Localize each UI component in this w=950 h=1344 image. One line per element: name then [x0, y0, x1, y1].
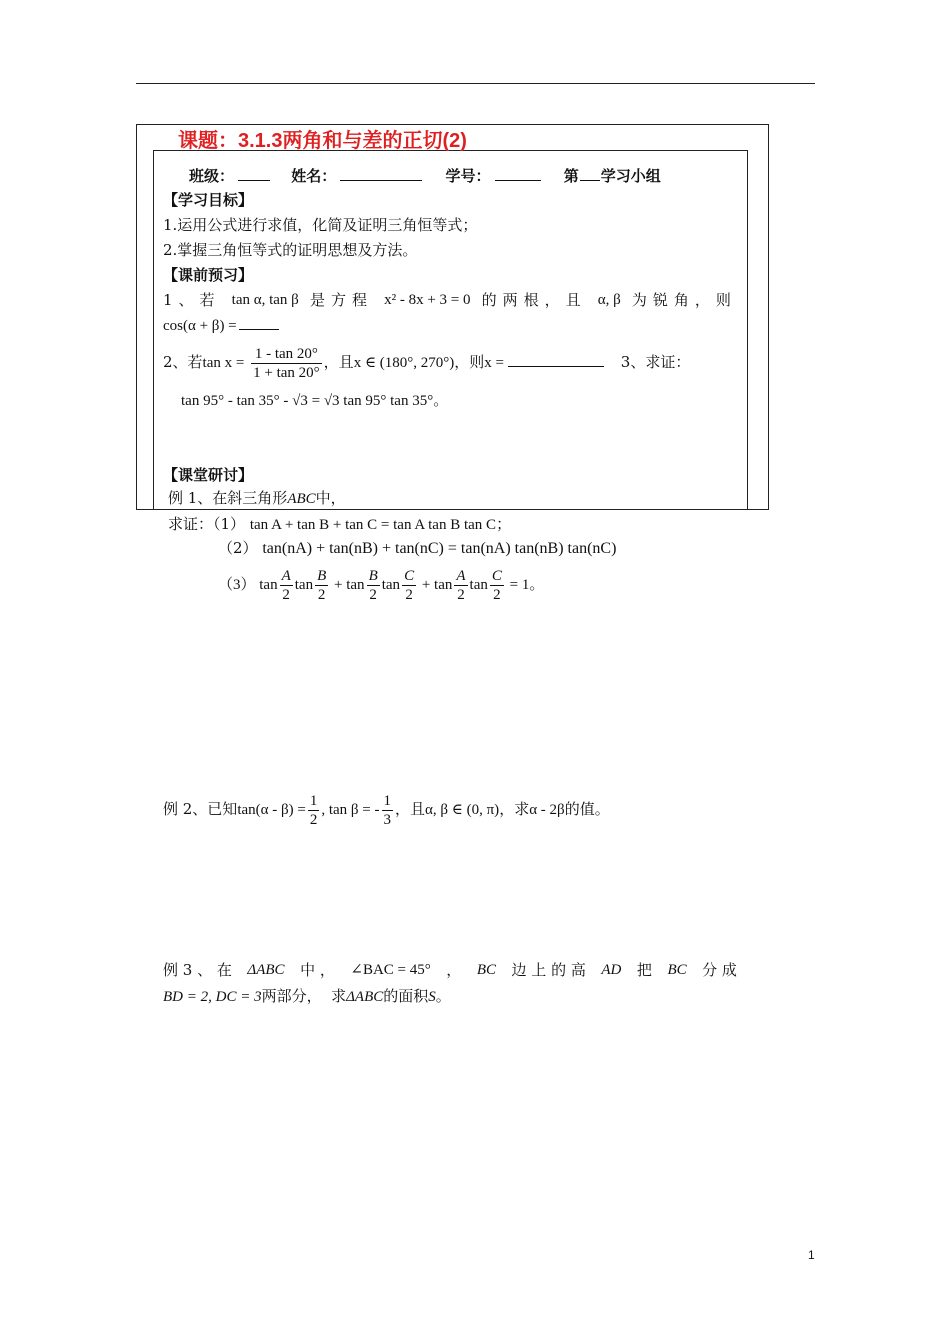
- page-number: 1: [808, 1248, 815, 1262]
- ex3-segments: BD = 2, DC = 3: [163, 989, 262, 1005]
- preview-q1-line2: [163, 315, 283, 336]
- q2-prefix: 2、若: [163, 353, 203, 371]
- example-2: [163, 790, 610, 829]
- ex3-ba: 把: [636, 961, 652, 979]
- ex3-triangle: ΔABC: [247, 962, 285, 978]
- p3-end: = 1: [509, 577, 530, 593]
- example-1-proof-1: [168, 514, 511, 535]
- top-rule: [136, 83, 815, 84]
- p1-end: ；: [496, 515, 512, 533]
- preview-q2-line: [163, 343, 690, 382]
- ex3-triangle-2: ΔABC: [346, 989, 384, 1005]
- q2-then: ，则: [454, 353, 485, 371]
- group-blank[interactable]: [580, 166, 600, 181]
- preview-q3-line: [181, 391, 448, 411]
- ex3-split: 分 成: [702, 961, 737, 979]
- q1-alpha-beta: α, β: [597, 292, 621, 308]
- lesson-title: 课题：3.1.3两角和与差的正切(2): [178, 130, 467, 152]
- p3-frac-num: B: [368, 568, 378, 585]
- p3-frac-den: 2: [369, 587, 377, 604]
- ex1-triangle: ABC: [287, 491, 316, 507]
- ex2-cond-prefix: ，且: [395, 800, 426, 818]
- q2-answer-blank[interactable]: [508, 352, 604, 367]
- p3-tan: + tan: [334, 577, 365, 593]
- q1-cos: cos(α + β) =: [163, 318, 237, 334]
- p3-frac-den: 2: [493, 587, 501, 604]
- goal-item-1: 1.运用公式进行求值，化简及证明三角恒等式；: [163, 216, 478, 234]
- example-3-line2: [163, 986, 451, 1007]
- p3-label: （3）: [218, 577, 256, 593]
- ex2-tan: tan(α - β) =: [237, 802, 306, 818]
- group-prefix: 第: [563, 167, 579, 185]
- q2-tanx: tan x =: [202, 355, 245, 371]
- prove-label: 求证：: [168, 515, 214, 533]
- ex2-prefix: 例 2、已知: [163, 800, 238, 818]
- ex2-expression: α - 2β: [529, 802, 565, 818]
- p3-tan: tan: [259, 577, 278, 593]
- id-label: 学号：: [445, 167, 491, 185]
- class-blank[interactable]: [238, 166, 270, 181]
- p3-tan: + tan: [421, 577, 453, 593]
- ex2-frac-den: 2: [309, 811, 318, 828]
- ex3-mid: 中 ，: [300, 961, 335, 979]
- name-label: 姓名：: [291, 167, 337, 185]
- ex3-bc2: BC: [667, 962, 687, 978]
- ex3-area-text: 的面积: [383, 987, 429, 1005]
- ex3-s: S: [428, 989, 436, 1005]
- q3-prefix: 3、求证：: [620, 353, 691, 371]
- p2-label: （2）: [218, 539, 258, 557]
- ex2-end: 的值。: [564, 800, 610, 818]
- preview-q1-line1: [163, 290, 737, 310]
- p3-frac-den: 2: [405, 587, 413, 604]
- p3-frac-den: 2: [457, 587, 465, 604]
- ex1-intro-end: 中，: [315, 489, 346, 507]
- q1-mid2: 的两根，且: [481, 291, 587, 309]
- q1-equation: x² - 8x + 3 = 0: [384, 292, 471, 308]
- ex3-prefix: 例 3 、 在: [163, 961, 232, 979]
- p1-equation: tan A + tan B + tan C = tan A tan B tan C: [249, 517, 497, 533]
- example-3-line1: [163, 960, 737, 980]
- ex3-angle: ∠BAC = 45°: [350, 962, 431, 978]
- q1-end: 为锐角，则: [631, 291, 737, 309]
- p3-period: 。: [529, 577, 545, 593]
- q1-mid: 是方程: [309, 291, 373, 309]
- preview-heading: 【课前预习】: [163, 266, 254, 284]
- q2-range: x ∈ (180°, 270°): [353, 355, 455, 371]
- goals-heading: 【学习目标】: [163, 191, 254, 209]
- q2-fraction: [251, 345, 322, 382]
- example-1-proof-2: [218, 538, 616, 559]
- q1-tan: tan α, tan β: [231, 292, 299, 308]
- q3-end: 。: [433, 393, 449, 409]
- ex2-condition: α, β ∈ (0, π): [425, 802, 500, 818]
- p3-tan: tan: [294, 577, 314, 593]
- class-label: 班级：: [189, 167, 235, 185]
- p3-frac-num: C: [491, 568, 502, 585]
- p3-tan: tan: [469, 577, 488, 593]
- group-suffix: 学习小组: [600, 167, 661, 185]
- ex3-height-text: 边 上 的 高: [511, 961, 586, 979]
- ex3-comma: ，: [446, 961, 462, 979]
- q2-denominator: 1 + tan 20°: [253, 364, 320, 381]
- ex2-ask: ，求: [499, 800, 530, 818]
- p1-label: （1）: [213, 515, 246, 533]
- ex3-l2-mid: 两部分， 求: [261, 987, 347, 1005]
- ex3-ad: AD: [601, 962, 622, 978]
- ex1-intro: 例 1、在斜三角形: [168, 489, 288, 507]
- q2-x: x =: [484, 355, 505, 371]
- student-info-row: [189, 166, 661, 186]
- example-1-intro: [168, 488, 346, 509]
- p3-frac-num: A: [456, 568, 466, 585]
- p3-frac-den: 2: [282, 587, 290, 604]
- goal-item-2: 2.掌握三角恒等式的证明思想及方法。: [163, 241, 418, 259]
- ex2-mid: , tan β = -: [321, 802, 380, 818]
- example-1-proof-3: [218, 566, 544, 604]
- q3-equation: tan 95° - tan 35° - √3 = √3 tan 95° tan 35°: [181, 393, 434, 409]
- q1-prefix: 1、若: [163, 291, 221, 309]
- p3-frac-num: B: [317, 568, 327, 585]
- ex2-frac-num: 1: [309, 792, 318, 809]
- q2-numerator: 1 - tan 20°: [251, 345, 322, 364]
- ex3-bc: BC: [476, 962, 496, 978]
- p3-tan: tan: [381, 577, 401, 593]
- q1-answer-blank[interactable]: [239, 315, 279, 330]
- id-blank[interactable]: [495, 166, 541, 181]
- p3-frac-num: C: [404, 568, 415, 585]
- ex2-frac-den: 3: [383, 811, 391, 828]
- ex3-period: 。: [435, 987, 451, 1005]
- name-blank[interactable]: [340, 166, 422, 181]
- ex2-frac-num: 1: [383, 792, 391, 809]
- p3-frac-num: A: [281, 568, 291, 585]
- q2-mid: ，且: [323, 353, 354, 371]
- discussion-heading: 【课堂研讨】: [163, 466, 254, 484]
- p2-equation: tan(nA) + tan(nB) + tan(nC) = tan(nA) tan(nB) tan(nC): [262, 540, 617, 557]
- p3-frac-den: 2: [317, 587, 326, 604]
